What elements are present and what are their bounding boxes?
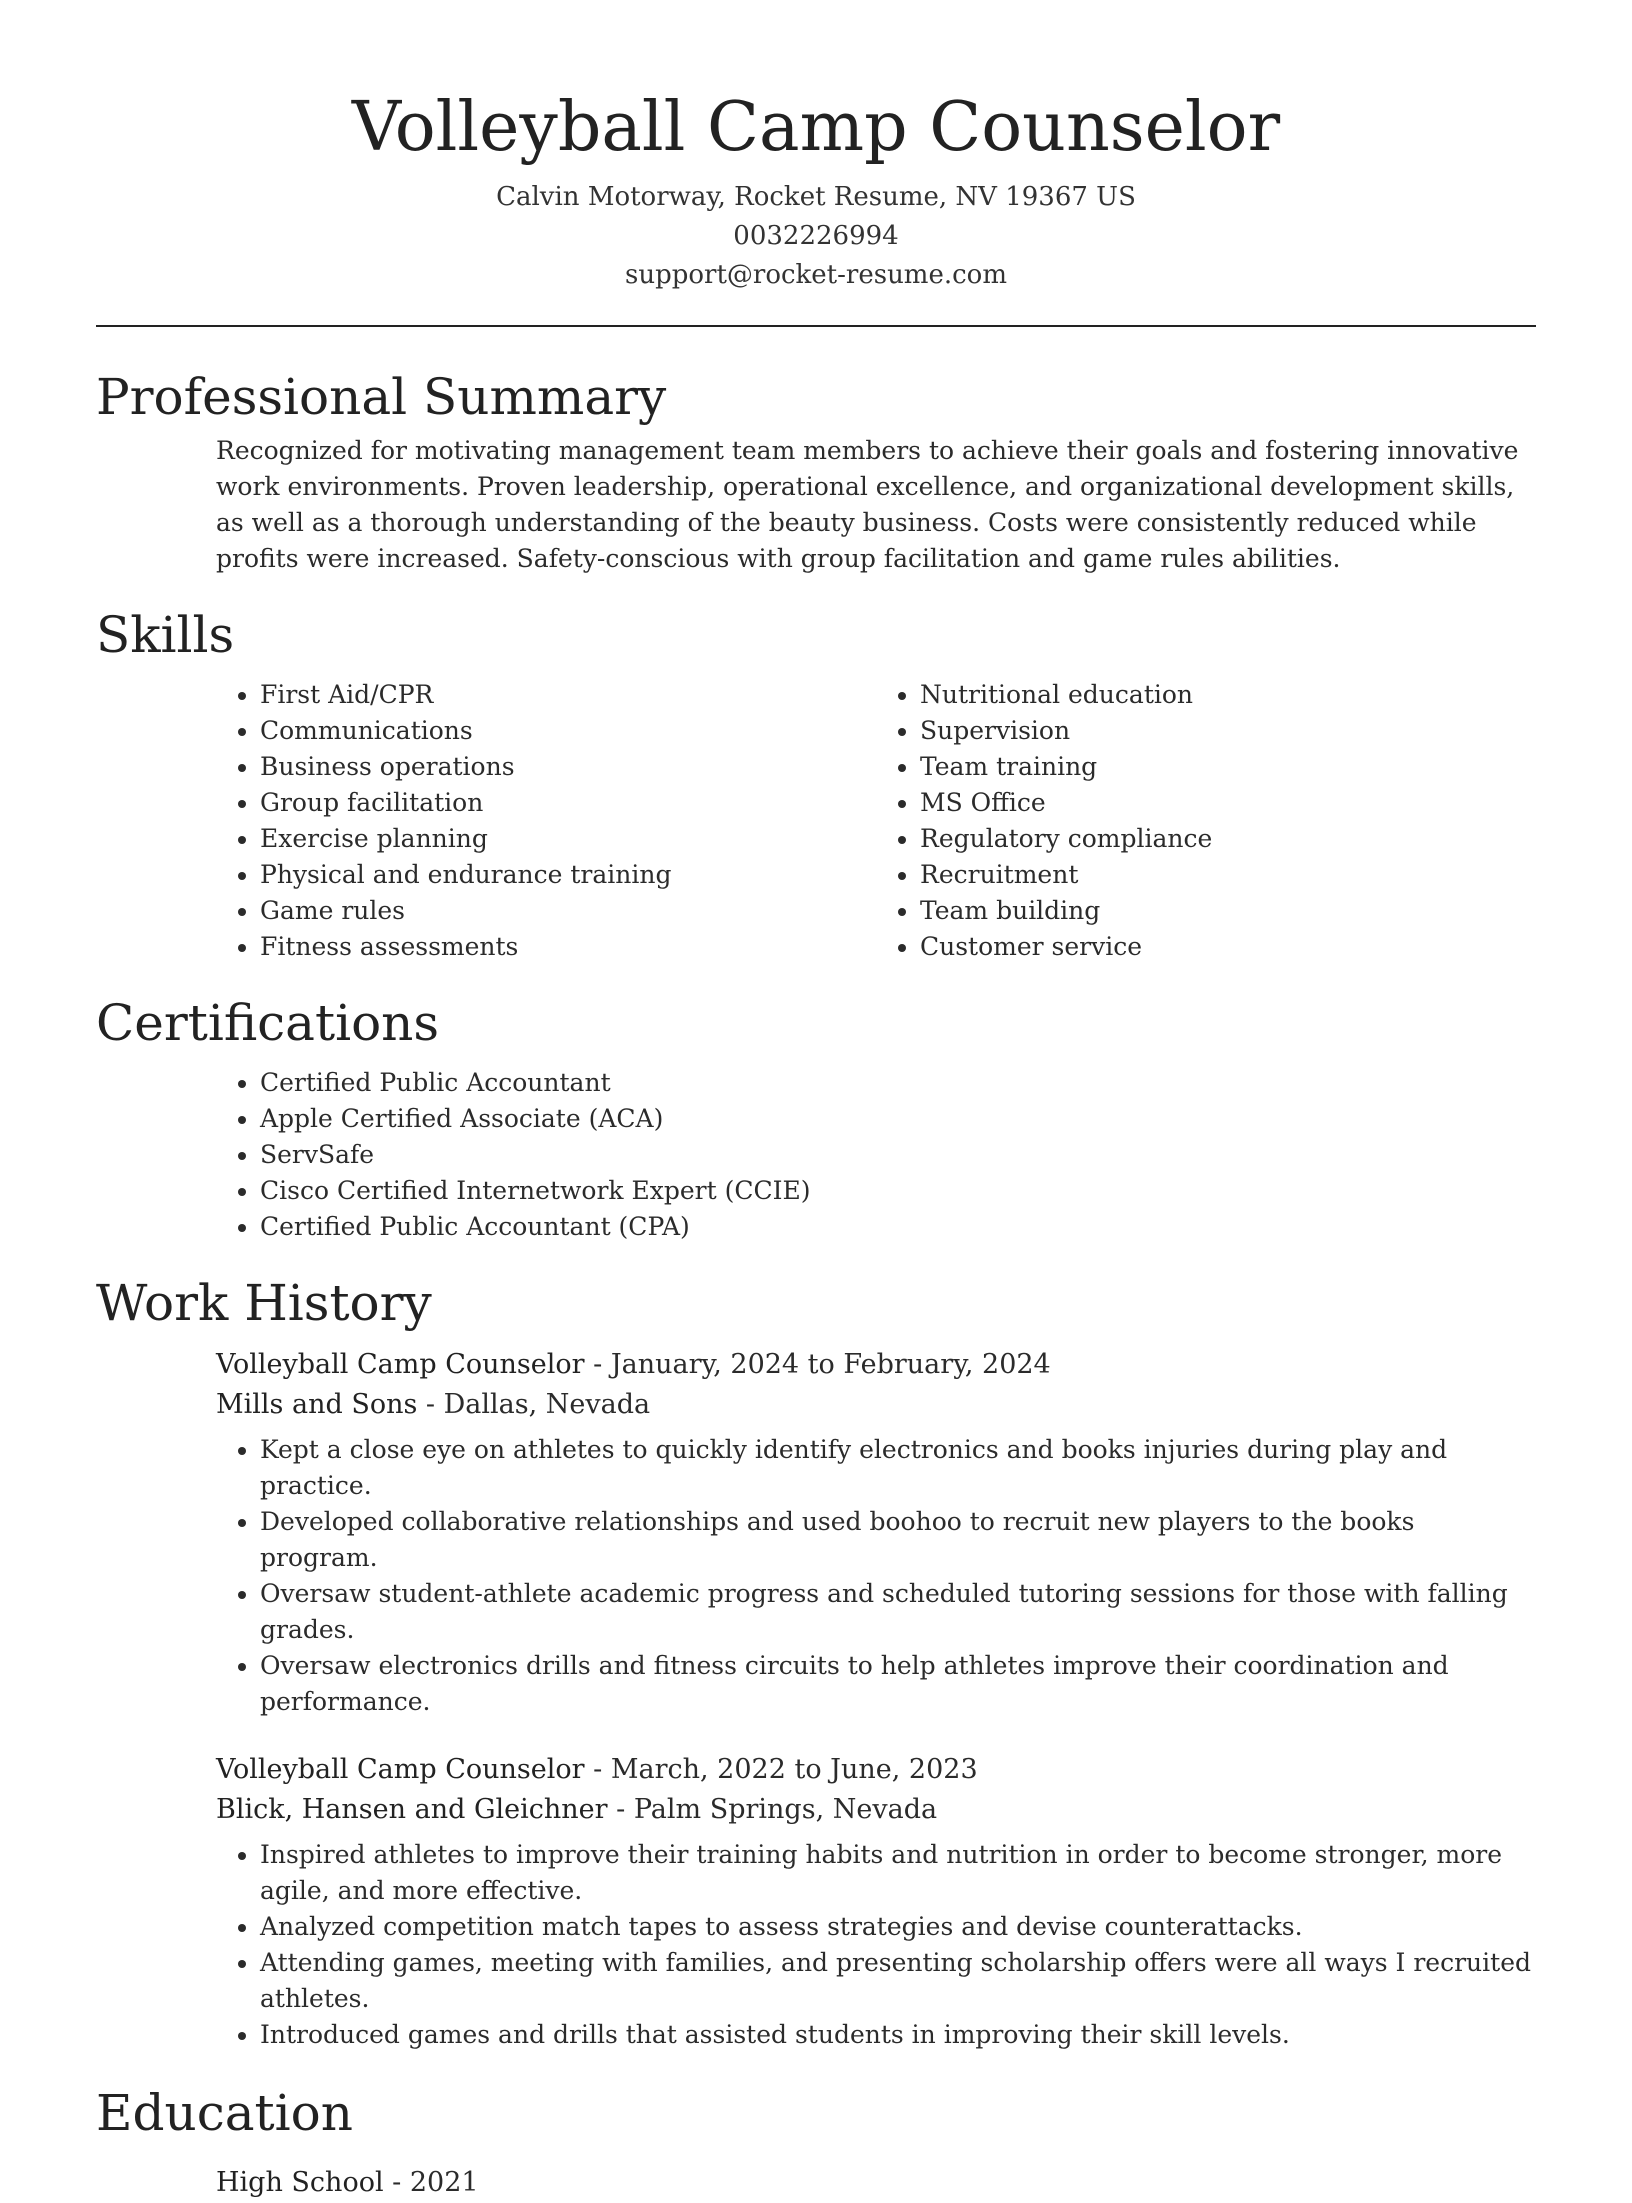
job-title-line xyxy=(216,1345,1536,1385)
summary-heading: Professional Summary xyxy=(96,368,667,426)
job-bullet: • Introduced games and drills that assisted students in improving their skill levels. xyxy=(260,2017,1536,2053)
skill-item: • Recruitment xyxy=(920,857,1536,893)
skill-item: • Communications xyxy=(260,713,876,749)
job-entry xyxy=(216,1345,1536,1720)
education-degree: High School xyxy=(216,2167,384,2198)
job-company-line xyxy=(216,1385,1536,1424)
job-location: - Palm Springs, Nevada xyxy=(607,1794,938,1825)
job-bullets xyxy=(216,1837,1536,2053)
job-company: Mills and Sons xyxy=(216,1389,418,1420)
work-history-section xyxy=(96,1271,1536,2053)
skills-left-list xyxy=(216,677,876,965)
certifications-heading: Certifications xyxy=(96,994,440,1052)
skill-item: • Group facilitation xyxy=(260,785,876,821)
summary-text: Recognized for motivating management team members to achieve their goals and fostering innovative work environments. Proven leadership, operational excellence, and organizational development skills, as well as a thorough understanding of the beauty business. Costs were consistently reduced while profits were increased. Safety-conscious with group facilitation and game rules abilities. xyxy=(216,436,1519,573)
job-bullet: • Oversaw electronics drills and fitness circuits to help athletes improve their coordination and performance. xyxy=(260,1648,1536,1720)
skill-item: • Nutritional education xyxy=(920,677,1536,713)
header-divider xyxy=(96,325,1536,327)
contact-info xyxy=(96,178,1536,295)
education-year: - 2021 xyxy=(383,2167,479,2198)
job-bullets xyxy=(216,1432,1536,1720)
job-title-line xyxy=(216,1750,1536,1790)
skill-item: • First Aid/CPR xyxy=(260,677,876,713)
certification-item: • Cisco Certified Internetwork Expert (CCIE) xyxy=(260,1173,1536,1209)
resume-header xyxy=(96,0,1536,295)
job-role: Volleyball Camp Counselor xyxy=(216,1349,585,1380)
job-company: Blick, Hansen and Gleichner xyxy=(216,1794,608,1825)
job-company-line xyxy=(216,1790,1536,1829)
certification-item: • Apple Certified Associate (ACA) xyxy=(260,1101,1536,1137)
candidate-name: Volleyball Camp Counselor xyxy=(351,88,1281,167)
skill-item: • Customer service xyxy=(920,929,1536,965)
certification-item: • Certified Public Accountant (CPA) xyxy=(260,1209,1536,1245)
skill-item: • Regulatory compliance xyxy=(920,821,1536,857)
summary-section xyxy=(96,365,1536,577)
job-dates: - March, 2022 to June, 2023 xyxy=(584,1754,978,1785)
skill-item: • Team building xyxy=(920,893,1536,929)
certifications-section xyxy=(96,991,1536,1245)
education-heading: Education xyxy=(96,2084,353,2142)
certifications-list xyxy=(216,1065,1536,1245)
education-entry xyxy=(216,2163,1536,2203)
contact-address: Calvin Motorway, Rocket Resume, NV 19367 US xyxy=(496,182,1136,212)
certification-item: • ServSafe xyxy=(260,1137,1536,1173)
skill-item: • Business operations xyxy=(260,749,876,785)
skills-right-list xyxy=(876,677,1536,965)
skills-section xyxy=(96,603,1536,965)
job-entry xyxy=(216,1750,1536,2053)
skills-grid xyxy=(216,677,1536,965)
job-bullet: • Oversaw student-athlete academic progress and scheduled tutoring sessions for those with falling grades. xyxy=(260,1576,1536,1648)
certification-item: • Certified Public Accountant xyxy=(260,1065,1536,1101)
job-dates: - January, 2024 to February, 2024 xyxy=(584,1349,1051,1380)
education-section xyxy=(96,2081,1536,2203)
skill-item: • Fitness assessments xyxy=(260,929,876,965)
skill-item: • Exercise planning xyxy=(260,821,876,857)
contact-email: support@rocket-resume.com xyxy=(624,260,1007,290)
job-role: Volleyball Camp Counselor xyxy=(216,1754,585,1785)
work-history-heading: Work History xyxy=(96,1274,432,1332)
skill-item: • Supervision xyxy=(920,713,1536,749)
skills-heading: Skills xyxy=(96,606,235,664)
job-bullet: • Inspired athletes to improve their training habits and nutrition in order to become stronger, more agile, and more effective. xyxy=(260,1837,1536,1909)
job-bullet: • Developed collaborative relationships and used boohoo to recruit new players to the books program. xyxy=(260,1504,1536,1576)
job-bullet: • Attending games, meeting with families, and presenting scholarship offers were all ways I recruited athletes. xyxy=(260,1945,1536,2017)
skill-item: • MS Office xyxy=(920,785,1536,821)
skill-item: • Game rules xyxy=(260,893,876,929)
job-location: - Dallas, Nevada xyxy=(417,1389,651,1420)
skill-item: • Physical and endurance training xyxy=(260,857,876,893)
resume-page xyxy=(96,0,1536,2203)
job-bullet: • Kept a close eye on athletes to quickly identify electronics and books injuries during play and practice. xyxy=(260,1432,1536,1504)
skill-item: • Team training xyxy=(920,749,1536,785)
contact-phone: 0032226994 xyxy=(733,221,899,251)
job-bullet: • Analyzed competition match tapes to assess strategies and devise counterattacks. xyxy=(260,1909,1536,1945)
